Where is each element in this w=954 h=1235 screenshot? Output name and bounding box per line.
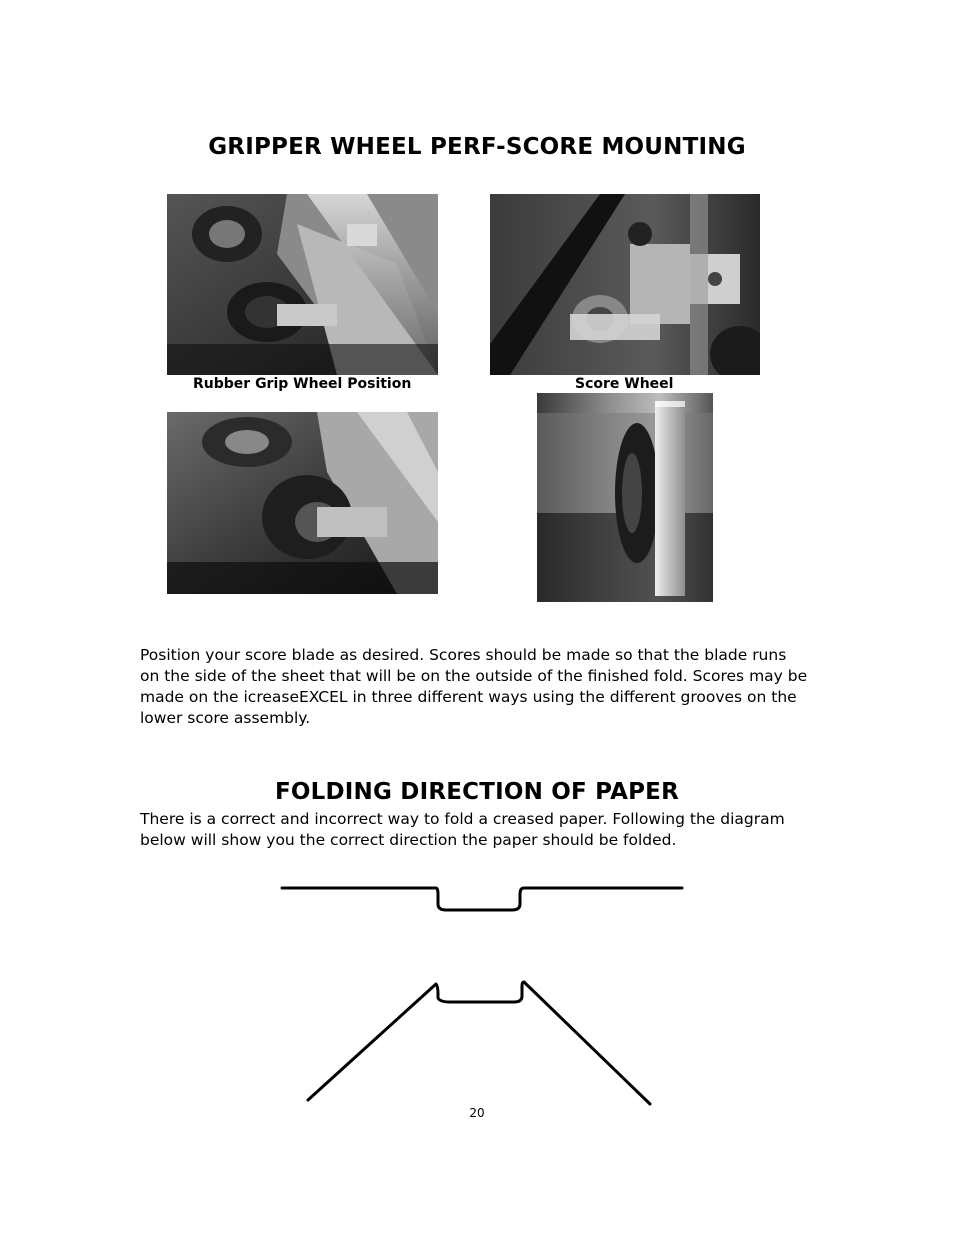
paragraph-folding-direction: There is a correct and incorrect way to fold a creased paper. Following the diagram below will show you the correct direction the paper should be folded. <box>140 810 785 849</box>
fold-diagram-flat-sheet <box>282 888 682 910</box>
caption-score-wheel: Score Wheel <box>575 376 674 392</box>
photo-rubber-grip-wheel-top <box>167 194 438 375</box>
section-title-folding-direction: FOLDING DIRECTION OF PAPER <box>274 779 679 805</box>
page-number: 20 <box>469 1106 485 1120</box>
fold-diagram-folded-sheet <box>308 982 650 1104</box>
photo-rubber-grip-wheel-close <box>167 412 438 594</box>
caption-rubber-grip-wheel: Rubber Grip Wheel Position <box>193 376 412 392</box>
photo-score-wheel-top <box>490 194 760 375</box>
fold-direction-diagram <box>270 870 690 1110</box>
section-title-gripper-wheel: GRIPPER WHEEL PERF-SCORE MOUNTING <box>208 134 746 160</box>
photo-score-wheel-side <box>537 393 713 602</box>
paragraph-score-blade: Position your score blade as desired. Scores should be made so that the blade runs on the side of the sheet that will be on the outside of the finished fold. Scores may be made on the icreaseEXCEL in three different ways using the different grooves on the lower score assembly. <box>140 646 808 727</box>
